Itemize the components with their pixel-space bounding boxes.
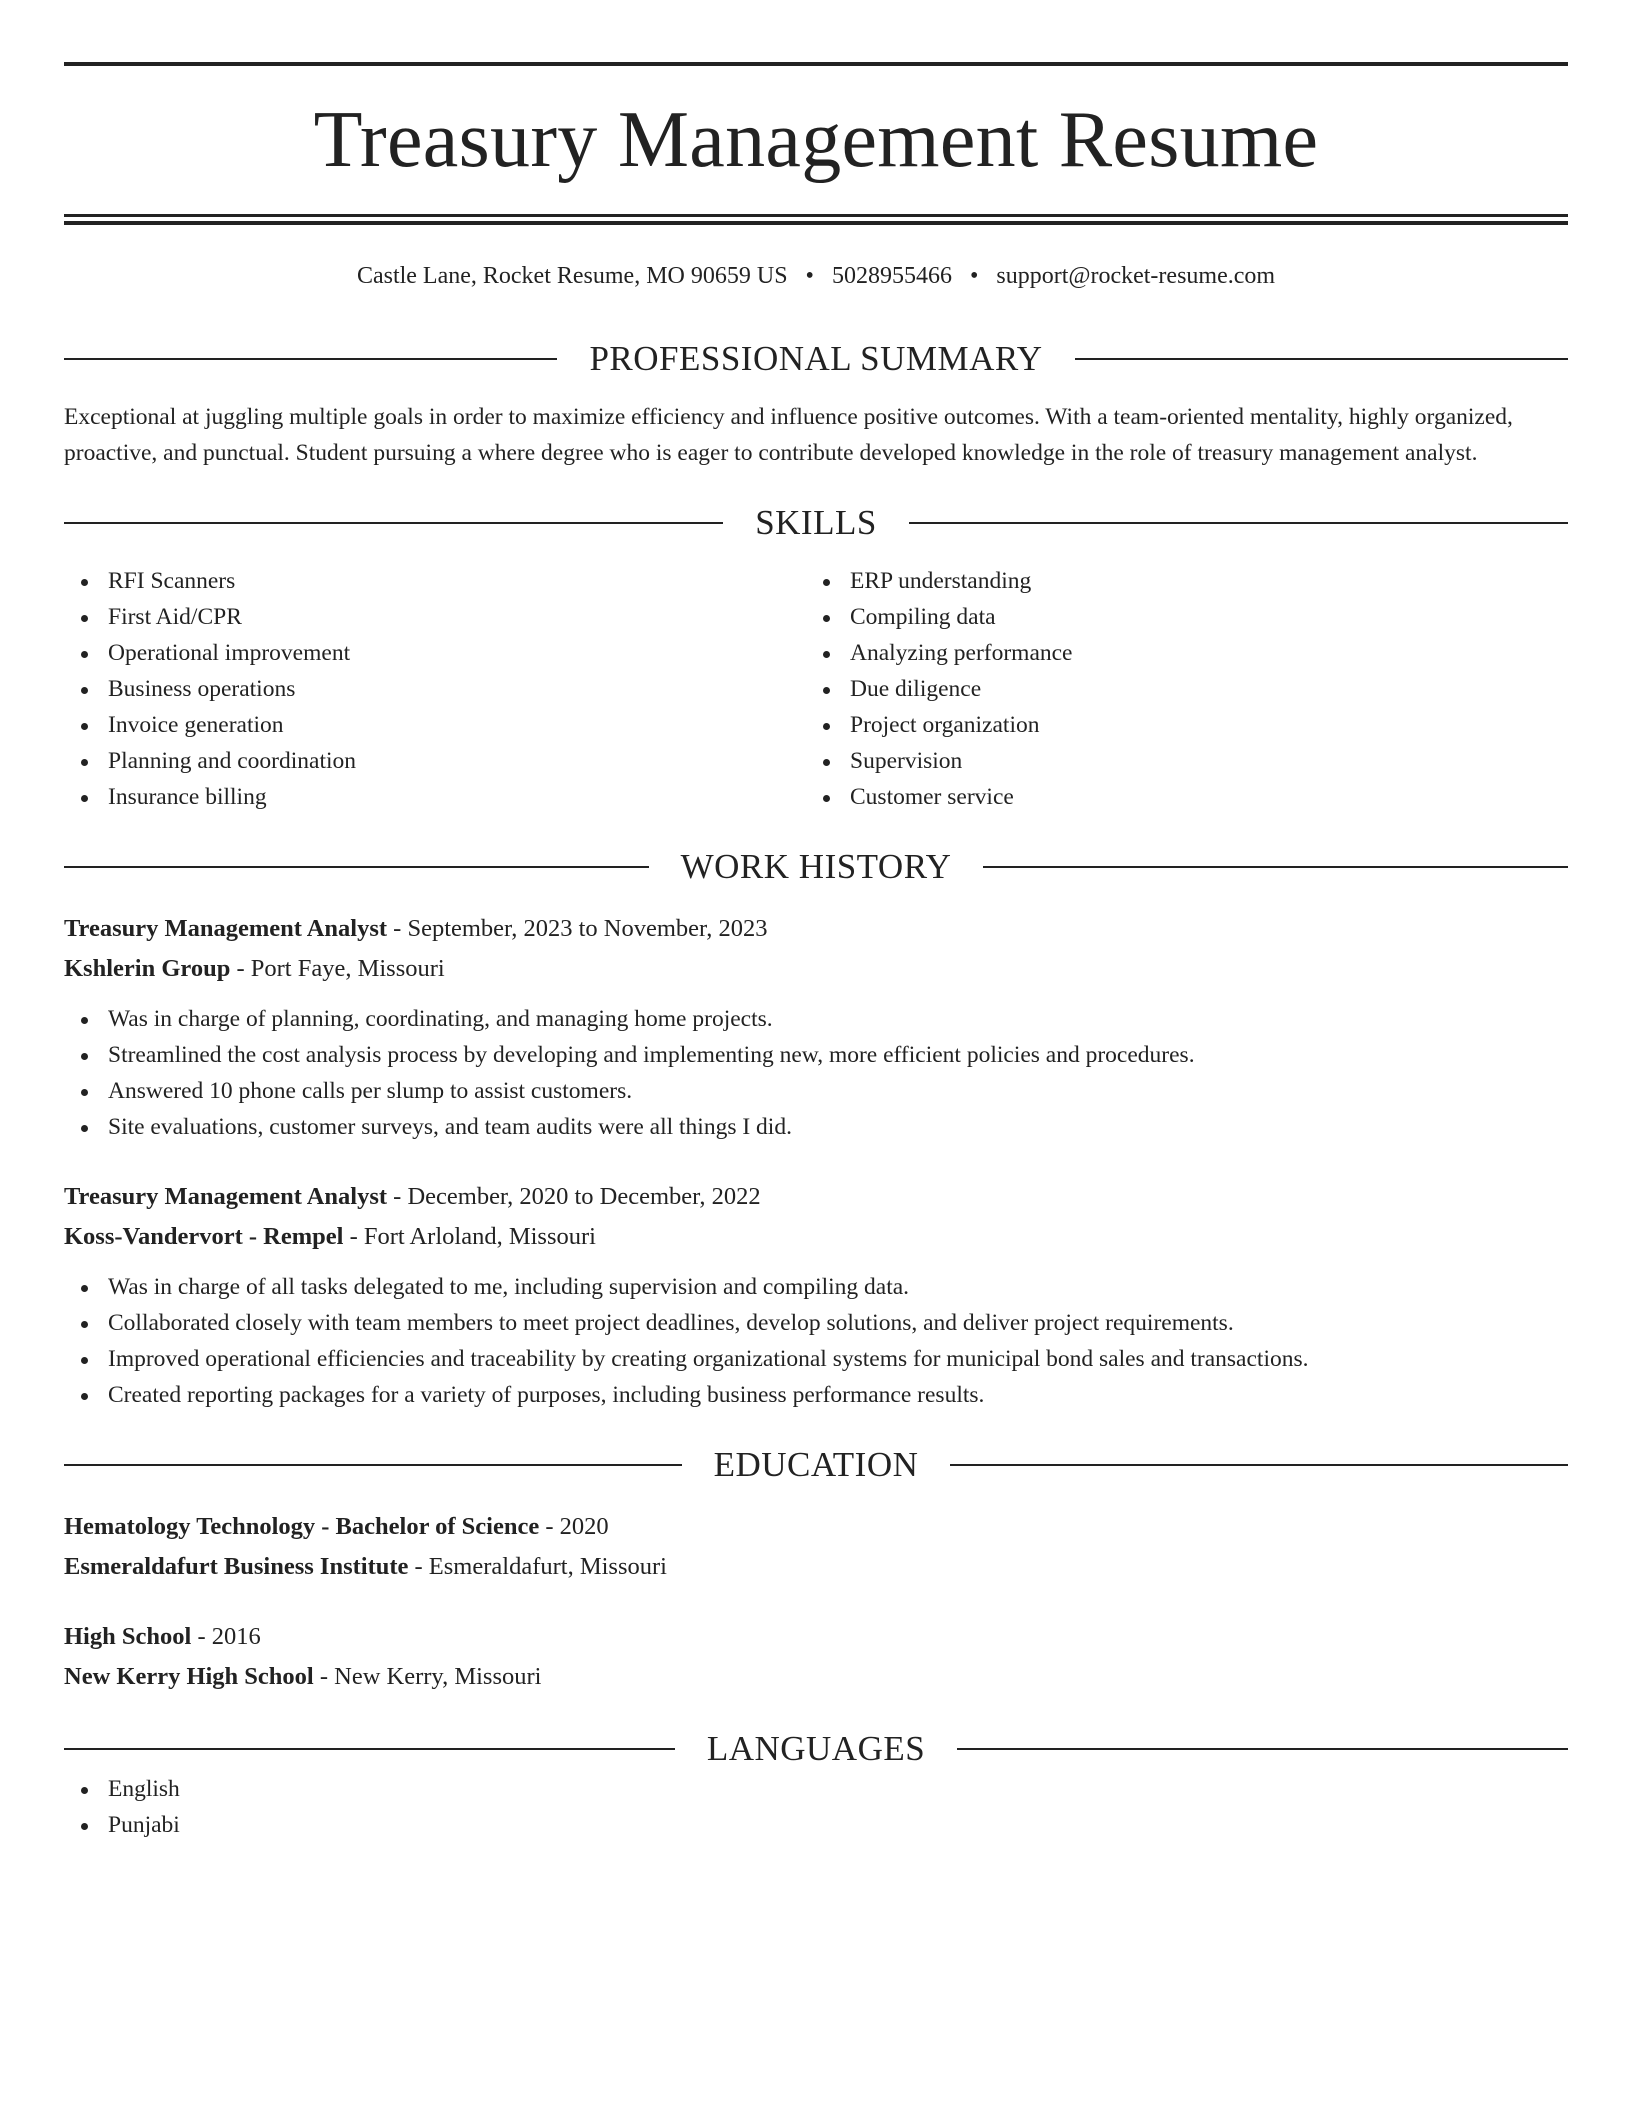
job-entry — [64, 909, 1568, 1145]
duty-item: Site evaluations, customer surveys, and team audits were all things I did. — [64, 1109, 1568, 1145]
section-heading-work-history — [64, 845, 1568, 889]
degree-line — [64, 1507, 1568, 1547]
skill-item: RFI Scanners — [64, 563, 806, 599]
summary-text: Exceptional at juggling multiple goals in order to maximize efficiency and influence positive outcomes. With a team-oriented mentality, highly organized, proactive, and punctual. Student pursuing a where degree who is eager to contribute developed knowledge in the role of treasury management analyst. — [64, 404, 1513, 466]
languages-list — [64, 1771, 1568, 1843]
duty-item: Created reporting packages for a variety of purposes, including business performance results. — [64, 1377, 1568, 1413]
job-title-line — [64, 1177, 1568, 1217]
job-duties — [64, 1269, 1568, 1413]
section-title: SKILLS — [755, 503, 877, 542]
job-dates: - December, 2020 to December, 2022 — [387, 1183, 761, 1210]
contact-phone: 5028955466 — [831, 263, 952, 289]
job-duties — [64, 1001, 1568, 1145]
language-item: Punjabi — [64, 1807, 1568, 1843]
job-company: Koss-Vandervort - Rempel — [64, 1223, 344, 1250]
degree: Hematology Technology - Bachelor of Science — [64, 1513, 540, 1540]
school-location: - New Kerry, Missouri — [313, 1663, 542, 1690]
heading-rule — [909, 522, 1568, 524]
skills-list — [64, 563, 1568, 815]
contact-line — [64, 259, 1568, 293]
job-title-line — [64, 909, 1568, 949]
contact-email: support@rocket-resume.com — [996, 263, 1276, 289]
duty-item: Answered 10 phone calls per slump to assist customers. — [64, 1073, 1568, 1109]
contact-address: Castle Lane, Rocket Resume, MO 90659 US — [356, 263, 788, 289]
school-line — [64, 1657, 1568, 1697]
skill-item: Operational improvement — [64, 635, 806, 671]
school: New Kerry High School — [64, 1663, 314, 1690]
skill-item: ERP understanding — [806, 563, 1548, 599]
section-heading-summary — [64, 337, 1568, 381]
graduation-year: - 2016 — [191, 1623, 261, 1650]
duty-item: Was in charge of planning, coordinating, and managing home projects. — [64, 1001, 1568, 1037]
graduation-year: - 2020 — [539, 1513, 609, 1540]
skills-column-right — [806, 563, 1548, 815]
heading-rule — [64, 866, 649, 868]
skill-item: First Aid/CPR — [64, 599, 806, 635]
resume-page — [64, 0, 1568, 1843]
resume-title: Treasury Management Resume — [313, 96, 1319, 184]
heading-rule — [957, 1748, 1568, 1750]
job-entry — [64, 1177, 1568, 1413]
duty-item: Improved operational efficiencies and traceability by creating organizational systems for municipal bond sales and transactions. — [64, 1341, 1568, 1377]
degree-line — [64, 1617, 1568, 1657]
job-location: - Port Faye, Missouri — [230, 955, 445, 982]
skill-item: Insurance billing — [64, 779, 806, 815]
language-item: English — [64, 1771, 1568, 1807]
job-dates: - September, 2023 to November, 2023 — [387, 915, 768, 942]
job-company-line — [64, 949, 1568, 989]
skill-item: Compiling data — [806, 599, 1548, 635]
degree: High School — [64, 1623, 192, 1650]
skill-item: Business operations — [64, 671, 806, 707]
skill-item: Invoice generation — [64, 707, 806, 743]
heading-rule — [1075, 358, 1568, 360]
double-rule — [64, 214, 1568, 225]
section-title: LANGUAGES — [706, 1729, 926, 1768]
school-line — [64, 1547, 1568, 1587]
heading-rule — [64, 1464, 682, 1466]
skill-item: Analyzing performance — [806, 635, 1548, 671]
job-title: Treasury Management Analyst — [64, 915, 388, 942]
section-title: EDUCATION — [713, 1445, 919, 1484]
skill-item: Customer service — [806, 779, 1548, 815]
duty-item: Streamlined the cost analysis process by developing and implementing new, more efficient policies and procedures. — [64, 1037, 1568, 1073]
duty-item: Was in charge of all tasks delegated to me, including supervision and compiling data. — [64, 1269, 1568, 1305]
section-heading-education — [64, 1443, 1568, 1487]
contact-separator: • — [805, 263, 814, 289]
job-location: - Fort Arloland, Missouri — [343, 1223, 596, 1250]
job-company-line — [64, 1217, 1568, 1257]
school: Esmeraldafurt Business Institute — [64, 1553, 409, 1580]
heading-rule — [64, 1748, 675, 1750]
heading-rule — [64, 358, 557, 360]
section-title: PROFESSIONAL SUMMARY — [589, 339, 1043, 378]
duty-item: Collaborated closely with team members to meet project deadlines, develop solutions, and deliver project requirements. — [64, 1305, 1568, 1341]
skill-item: Project organization — [806, 707, 1548, 743]
section-title: WORK HISTORY — [680, 847, 952, 886]
skill-item: Due diligence — [806, 671, 1548, 707]
skills-column-left — [64, 563, 806, 815]
heading-rule — [950, 1464, 1568, 1466]
section-heading-languages — [64, 1727, 1568, 1771]
heading-rule — [64, 522, 723, 524]
job-title: Treasury Management Analyst — [64, 1183, 388, 1210]
school-location: - Esmeraldafurt, Missouri — [408, 1553, 667, 1580]
heading-rule — [983, 866, 1568, 868]
section-heading-skills — [64, 501, 1568, 545]
education-entry — [64, 1617, 1568, 1697]
contact-separator: • — [969, 263, 979, 289]
skill-item: Supervision — [806, 743, 1548, 779]
job-company: Kshlerin Group — [64, 955, 231, 982]
education-entry — [64, 1507, 1568, 1587]
skill-item: Planning and coordination — [64, 743, 806, 779]
